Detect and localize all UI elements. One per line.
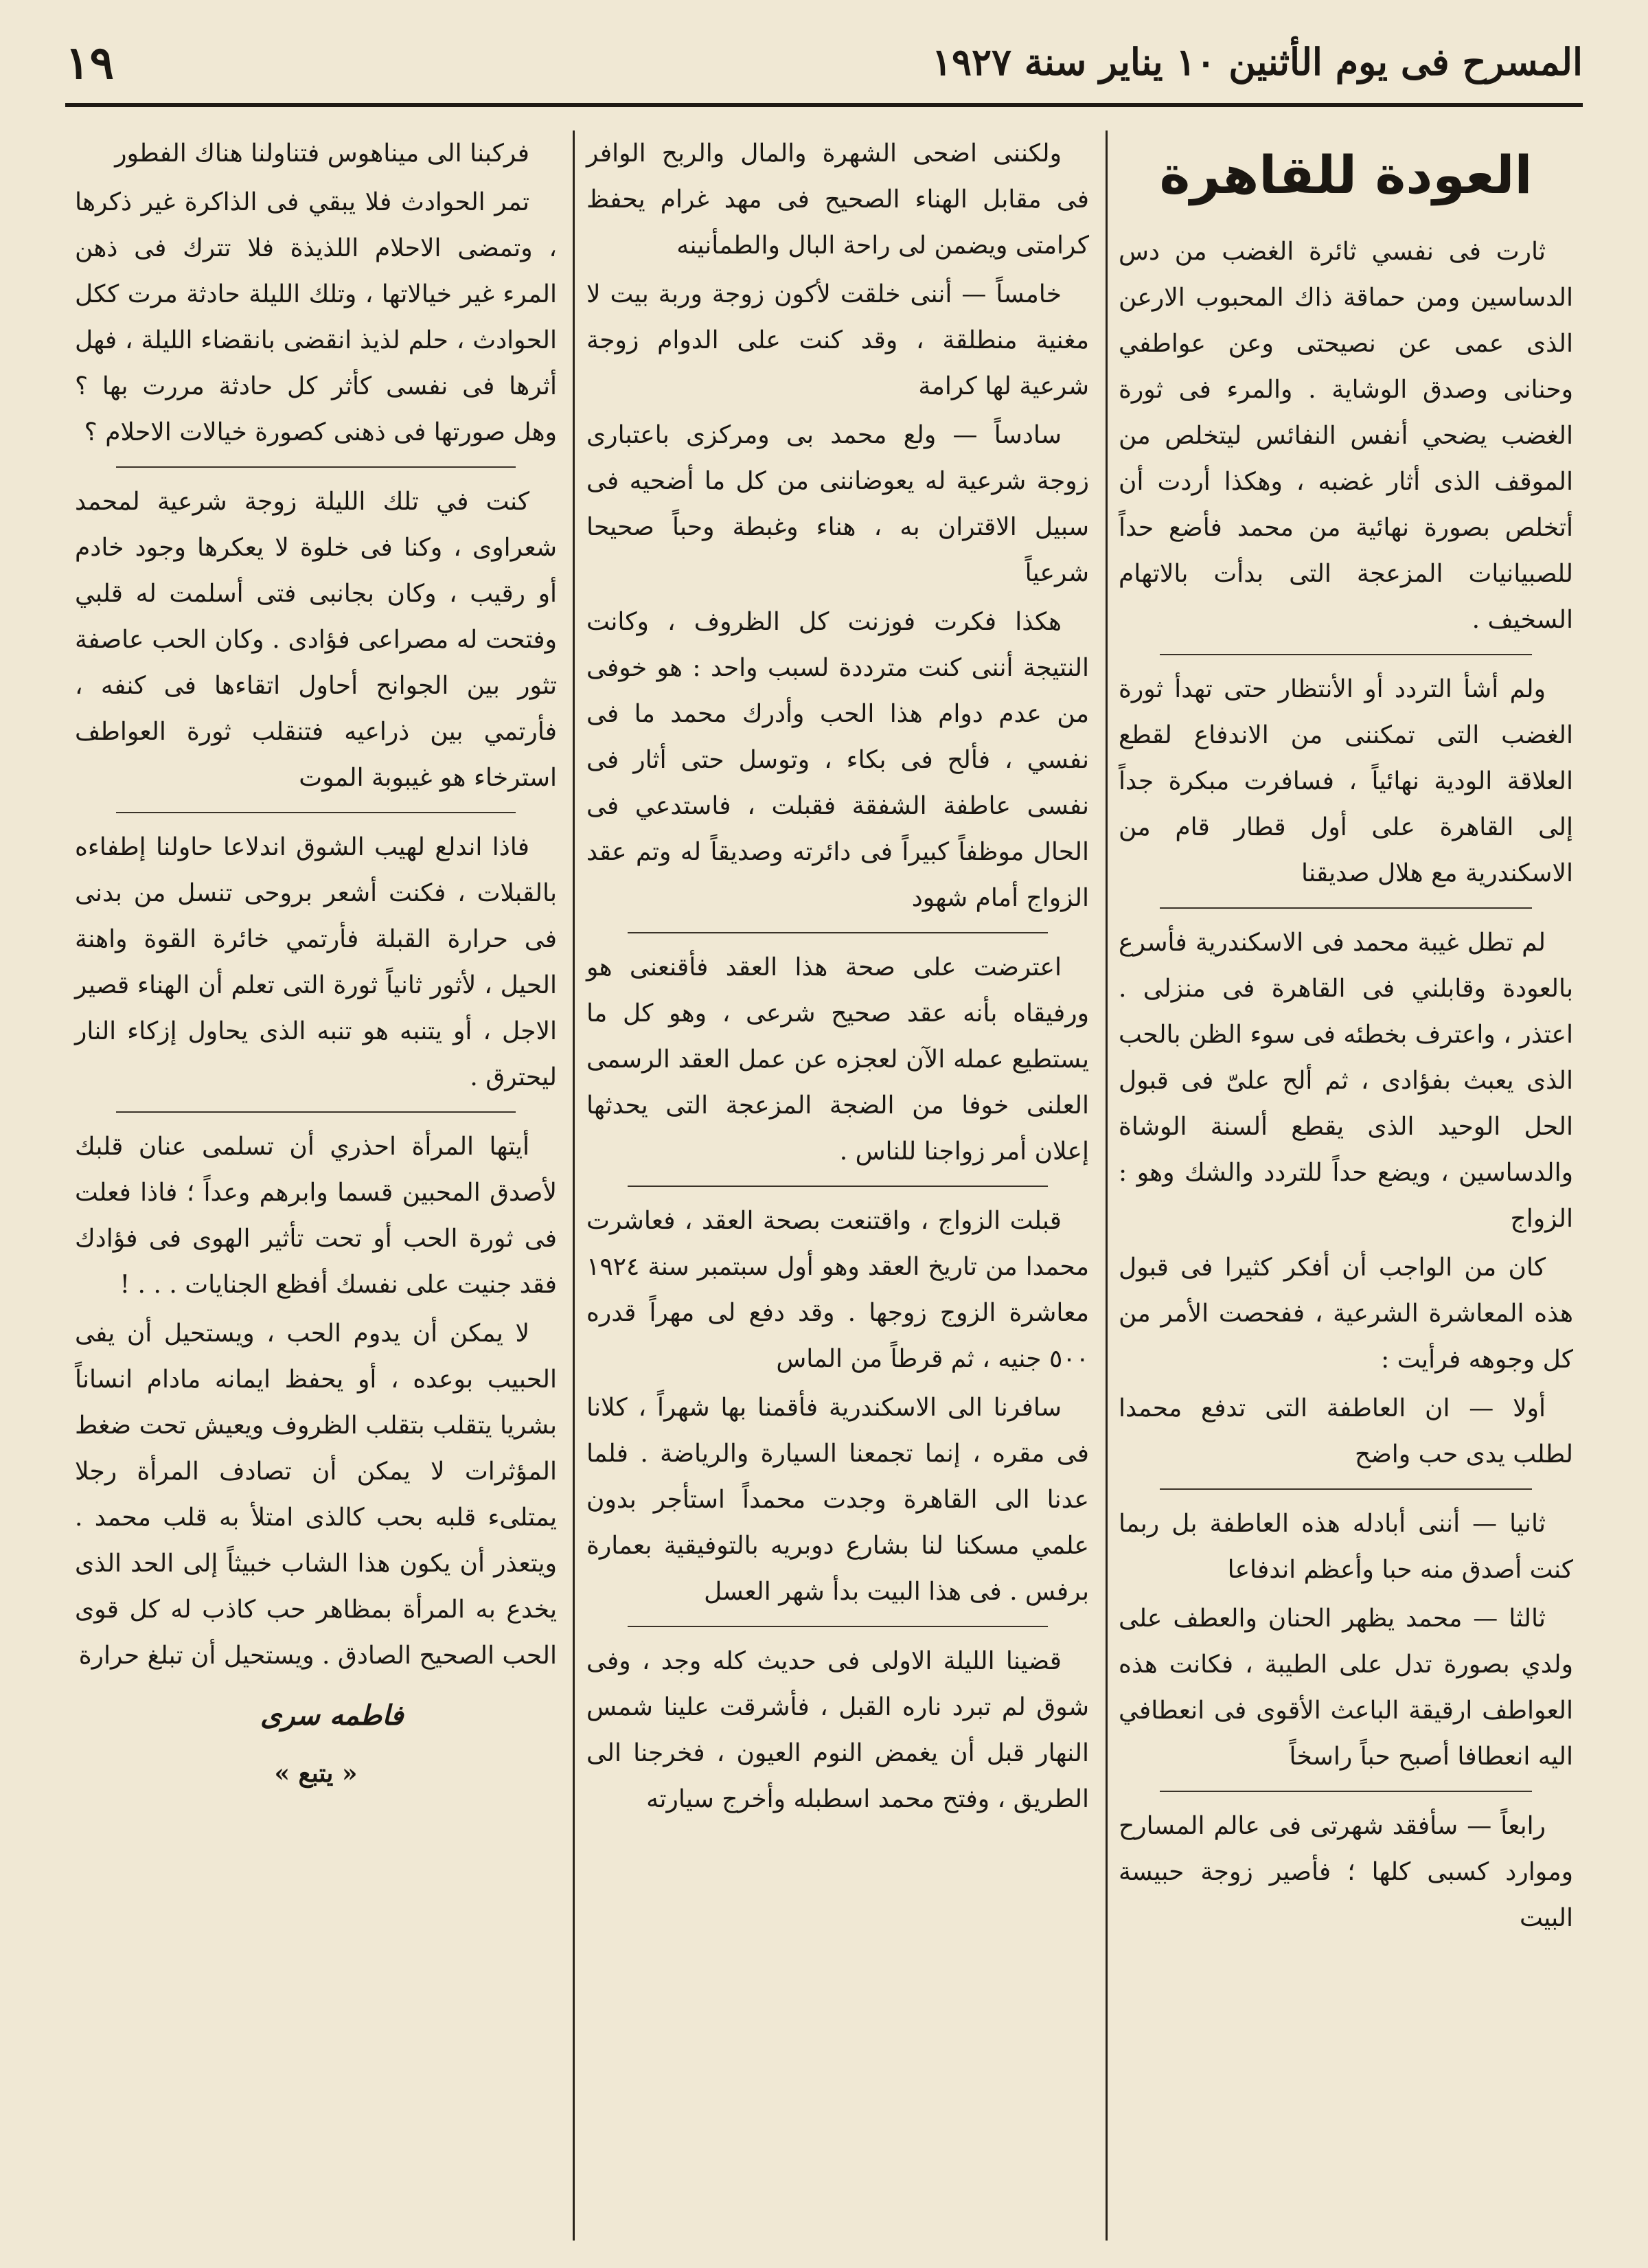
paragraph: سادساً — ولع محمد بى ومركزى باعتبارى زوجة شرعية له يعوضاننى من كل ما أضحيه فى سبيل الاقتران به ، هناء وغبطة وحباً صحيحا شرعياً xyxy=(586,421,1089,587)
paragraph: ثانيا — أننى أبادله هذه العاطفة بل ربما كنت أصدق منه حبا وأعظم اندفاعا xyxy=(1119,1510,1573,1584)
divider xyxy=(628,932,1048,933)
paragraph: لم تطل غيبة محمد فى الاسكندرية فأسرع بالعودة وقابلني فى القاهرة فى منزلى . اعتذر ، واعترف بخطئه فى سوء الظن بالحب الذى يعبث بفؤادى ، ثم ألح علىّ فى قبول الحل الوحيد الذى يقطع ألسنة الوشاة والدساسين ، ويضع حداً للتردد والشك وهو : الزواج xyxy=(1119,929,1573,1233)
paragraph: كان من الواجب أن أفكر كثيرا فى قبول هذه المعاشرة الشرعية ، ففحصت الأمر من كل وجوهه فرأيت : xyxy=(1119,1254,1573,1374)
divider xyxy=(1160,654,1532,655)
paragraph: هكذا فكرت فوزنت كل الظروف ، وكانت النتيجة أننى كنت مترددة لسبب واحد : هو خوفى من عدم دوام هذا الحب وأدرك محمد ما فى نفسي ، فألح فى بكاء ، وتوسل حتى أثار فى نفسى عاطفة الشفقة فقبلت ، فاستدعي فى الحال موظفاً كبيراً فى دائرته وصديقاً له وتم عقد الزواج أمام شهود xyxy=(586,608,1089,912)
paragraph: ثارت فى نفسي ثائرة الغضب من دس الدساسين ومن حماقة ذاك المحبوب الارعن الذى عمى عن نصيحتى وعن عواطفي وحنانى وصدق الوشاية . والمرء فى ثورة الغضب يضحي أنفس النفائس ليتخلص من الموقف الذى أثار غضبه ، وهكذا أردت أن أتخلص بصورة نهائية من محمد فأضع حداً للصبيانيات المزعجة التى بدأت بالاتهام السخيف . xyxy=(1119,238,1573,634)
paragraph: لا يمكن أن يدوم الحب ، ويستحيل أن يفى الحبيب بوعده ، أو يحفظ ايمانه مادام انساناً بشريا يتقلب بتقلب الظروف ويعيش تحت ضغط المؤثرات لا يمكن أن تصادف المرأة رجلا يمتلىء قلبه بحب كالذى امتلأ به قلب محمد . ويتعذر أن يكون هذا الشاب خبيثاً إلى الحد الذى يخدع به المرأة بمظاهر حب كاذب له كل قوى الحب الصحيح الصادق . ويستحيل أن تبلغ حرارة xyxy=(75,1319,557,1670)
page-number: ١٩ xyxy=(65,36,114,89)
divider xyxy=(116,466,516,468)
paragraph: اعترضت على صحة هذا العقد فأقنعنى هو ورفيقاه بأنه عقد صحيح شرعى ، وهو كل ما يستطيع عمله الآن لعجزه عن عمل العقد الرسمى العلنى خوفا من الضجة المزعجة التى يحدثها إعلان أمر زواجنا للناس . xyxy=(586,953,1089,1166)
column-middle xyxy=(577,131,1099,2241)
paragraph: رابعاً — سأفقد شهرتى فى عالم المسارح وموارد كسبى كلها ؛ فأصير زوجة حبيسة البيت xyxy=(1119,1812,1573,1932)
paragraph: تمر الحوادث فلا يبقي فى الذاكرة غير ذكرها ، وتمضى الاحلام اللذيذة فلا تترك فى ذهن المرء غير خيالاتها ، وتلك الليلة حادثة مرت ككل الحوادث ، حلم لذيذ انقضى بانقضاء الليلة ، فهل أثرها فى نفسى كأثر كل حادثة مررت بها ؟ وهل صورتها فى ذهنى كصورة خيالات الاحلام ؟ xyxy=(75,188,557,446)
divider xyxy=(116,812,516,813)
divider xyxy=(1160,907,1532,909)
divider xyxy=(1160,1488,1532,1490)
author-signature: فاطمه سرى xyxy=(260,1699,404,1732)
paragraph: أولا — ان العاطفة التى تدفع محمدا لطلب يدى حب واضح xyxy=(1119,1394,1573,1468)
continued-note: « يتبع » xyxy=(274,1759,358,1788)
divider xyxy=(1160,1791,1532,1792)
column-right xyxy=(1109,131,1583,2241)
divider xyxy=(628,1626,1048,1627)
divider xyxy=(116,1111,516,1113)
paragraph: قبلت الزواج ، واقتنعت بصحة العقد ، فعاشرت محمدا من تاريخ العقد وهو أول سبتمبر سنة ١٩٢٤ معاشرة الزوج زوجها . وقد دفع لى مهراً قدره ٥٠٠ جنيه ، ثم قرطاً من الماس xyxy=(586,1207,1089,1373)
issue-heading: المسرح فى يوم الأثنين ١٠ يناير سنة ١٩٢٧ xyxy=(931,40,1583,84)
paragraph: فاذا اندلع لهيب الشوق اندلاعا حاولنا إطفاءه بالقبلات ، فكنت أشعر بروحى تنسل من بدنى فى حرارة القبلة فأرتمي خائرة القوة واهنة الحيل ، لأثور ثانياً ثورة التى تعلم أن الهناء قصير الاجل ، أو يتنبه هو تنبه الذى يحاول إزكاء النار ليحترق . xyxy=(75,833,557,1091)
page-header xyxy=(65,33,1583,102)
paragraph: ولكننى اضحى الشهرة والمال والربح الوافر فى مقابل الهناء الصحيح فى مهد غرام يحفظ كرامتى ويضمن لى راحة البال والطمأنينه xyxy=(586,139,1089,260)
column-divider xyxy=(1106,131,1108,2241)
column-divider xyxy=(573,131,575,2241)
paragraph: فركبنا الى ميناهوس فتناولنا هناك الفطور xyxy=(115,139,529,168)
paragraph: ولم أشأ التردد أو الأنتظار حتى تهدأ ثورة الغضب التى تمكننى من الاندفاع لقطع العلاقة الودية نهائياً ، فسافرت مبكرة جداً إلى القاهرة على أول قطار قام من الاسكندرية مع هلال صديقنا xyxy=(1119,675,1573,887)
header-rule xyxy=(65,103,1583,107)
divider xyxy=(628,1186,1048,1187)
paragraph: سافرنا الى الاسكندرية فأقمنا بها شهراً ، كلانا فى مقره ، إنما تجمعنا السيارة والرياضة . فلما عدنا الى القاهرة وجدت محمداً استأجر بدون علمي مسكنا لنا بشارع دوبريه بالتوفيقية بعمارة برفس . فى هذا البيت بدأ شهر العسل xyxy=(586,1394,1089,1606)
article-title: العودة للقاهرة xyxy=(1159,144,1533,205)
paragraph: كنت في تلك الليلة زوجة شرعية لمحمد شعراوى ، وكنا فى خلوة لا يعكرها وجود خادم أو رقيب ، وكان بجانبى فتى أسلمت له قلبي وفتحت له مصراعى فؤادى . وكان الحب عاصفة تثور بين الجوانح أحاول اتقاءها فى كنفه ، فأرتمي بين ذراعيه فتنقلب ثورة العواطف استرخاء هو غيبوبة الموت xyxy=(75,488,557,792)
paragraph: قضينا الليلة الاولى فى حديث كله وجد ، وفى شوق لم تبرد ناره القبل ، فأشرقت علينا شمس النهار قبل أن يغمض النوم العيون ، فخرجنا الى الطريق ، وفتح محمد اسطبله وأخرج سيارته xyxy=(586,1647,1089,1813)
column-left xyxy=(65,131,566,2241)
paragraph: ثالثا — محمد يظهر الحنان والعطف على ولدي بصورة تدل على الطيبة ، فكانت هذه العواطف ارقيقة الباعث الأقوى فى انعطافي اليه انعطافا أصبح حباً راسخاً xyxy=(1119,1604,1573,1771)
paragraph: خامساً — أننى خلقت لأكون زوجة وربة بيت لا مغنية منطلقة ، وقد كنت على الدوام زوجة شرعية لها كرامة xyxy=(586,280,1089,400)
paragraph: أيتها المرأة احذري أن تسلمى عنان قلبك لأصدق المحبين قسما وابرهم وعداً ؛ فاذا فعلت فى ثورة الحب أو تحت تأثير الهوى فى فؤادك فقد جنيت على نفسك أفظع الجنايات . . . ! xyxy=(75,1133,557,1299)
